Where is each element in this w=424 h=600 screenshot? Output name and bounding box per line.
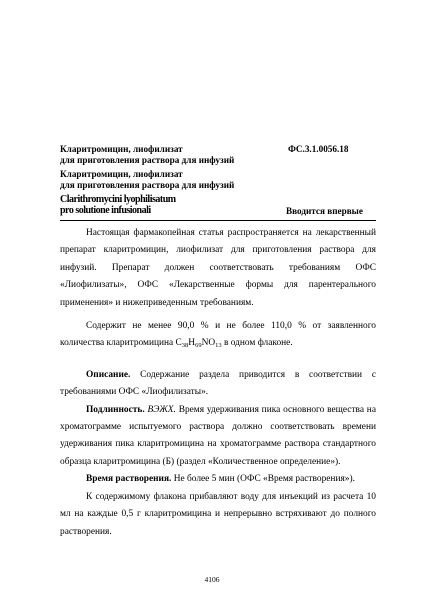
title-ru-line2: для приготовления раствора для инфузий [60,155,235,165]
header-divider [60,220,376,221]
title-ru2-line2: для приготовления раствора для инфузий [60,180,235,190]
dissolution-text: Не более 5 мин (ОФС «Время растворения»). [171,474,355,485]
title-latin-line1: Clarithromycini lyophilisatum [60,194,176,205]
page-number: 4106 [204,575,220,584]
new-monograph-note: Вводится впервые [286,206,363,216]
formula-h-index: 69 [195,342,202,350]
title-ru2-line1: Кларитромицин, лиофилизат [60,169,183,179]
intro-paragraph: Настоящая фармакопейная статья распространяется на лекарственный препарат кларитромицин, лиофилизат для приготовления раствора для инфузий. Препарат должен соответствовать требованиям ОФС «Лиофилизаты», ОФС «Лекарственные формы для парентерального применения» и нижеприведенным требованиям. [60,228,376,308]
formula-o-index: 13 [215,342,222,350]
identity-heading: Подлинность. [86,404,145,415]
title-latin-line2: pro solutione infusionali [60,205,151,216]
monograph-code: ФС.3.1.0056.18 [288,144,349,154]
identity-method: ВЭЖХ. [144,404,176,415]
dissolution-paragraph [60,471,376,488]
document-body [60,225,376,541]
formula-h-letter: H [188,338,196,349]
description-heading: Описание. [86,369,131,380]
reconstitution-paragraph: К содержимому флакона прибавляют воду для инъекций из расчета 10 мл на каждые 0,5 г кларитромицина и непрерывно встряхивают до полного растворения. [60,491,376,537]
formula-n-o: NO [201,338,216,349]
description-text: Содержание раздела приводится в соответствии с требованиями ОФС «Лиофилизаты». [60,369,376,398]
identity-paragraph [60,402,376,472]
formula-c-index: 38 [181,342,189,350]
content-paragraph [60,318,376,353]
identity-text: Время удерживания пика основного вещества на хроматограмме испытуемого раствора должно соответствовать времени удерживания пика кларитромицина на хроматограмме раствора стандартного образца кларитромицина (Б) (раздел «Количественное определение»). [60,404,376,467]
content-tail: в одном флаконе. [221,338,293,349]
description-paragraph [60,367,376,402]
title-ru-line1: Кларитромицин, лиофилизат [60,144,183,154]
content-text: Содержит не менее 90,0 % и не более 110,0 % от заявленного количества кларитромицина C [60,321,376,349]
dissolution-heading: Время растворения. [86,474,172,485]
